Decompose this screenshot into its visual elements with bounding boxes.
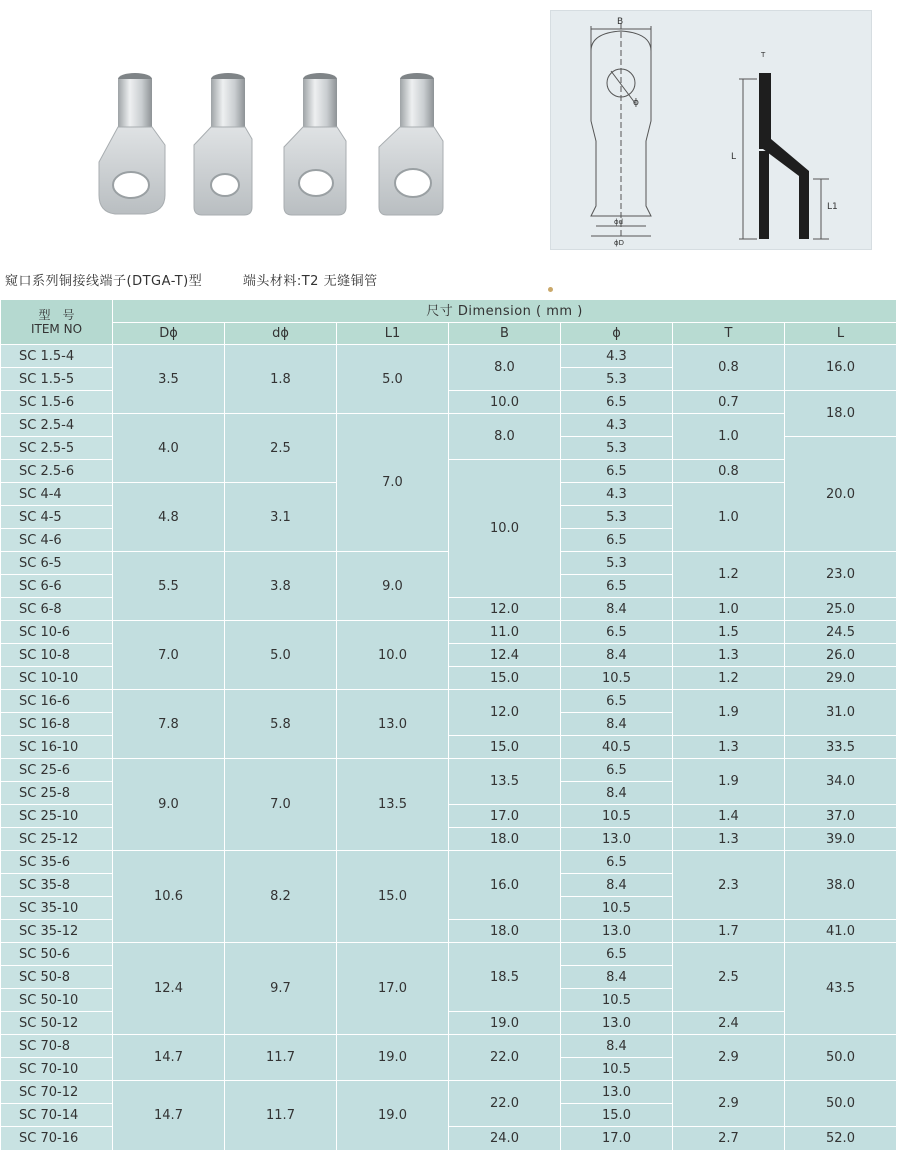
item-no-header <box>1 300 113 345</box>
spec-table-body <box>1 345 897 1151</box>
caption <box>5 270 378 289</box>
l-cell: 41.0 <box>785 920 897 943</box>
phi-cell: 8.4 <box>561 782 673 805</box>
phi-cell: 13.0 <box>561 920 673 943</box>
l1-cell: 19.0 <box>337 1081 449 1151</box>
item-no-cell: SC 70-16 <box>1 1127 113 1151</box>
table-row <box>1 690 897 713</box>
col-header-d-outer: Dϕ <box>113 323 225 345</box>
t-cell: 2.5 <box>673 943 785 1012</box>
item-no-cell: SC 6-5 <box>1 552 113 575</box>
t-cell: 1.7 <box>673 920 785 943</box>
t-cell: 1.4 <box>673 805 785 828</box>
l1-cell: 13.5 <box>337 759 449 851</box>
t-cell: 2.7 <box>673 1127 785 1151</box>
phi-cell: 4.3 <box>561 414 673 437</box>
item-no-cell: SC 6-8 <box>1 598 113 621</box>
phi-cell: 4.3 <box>561 345 673 368</box>
b-cell: 16.0 <box>449 851 561 920</box>
phi-cell: 5.3 <box>561 552 673 575</box>
lug-photo-2 <box>190 67 268 217</box>
b-cell: 10.0 <box>449 460 561 598</box>
d-outer-cell: 10.6 <box>113 851 225 943</box>
col-header-phi: ϕ <box>561 323 673 345</box>
l-cell: 34.0 <box>785 759 897 805</box>
item-no-cell: SC 70-12 <box>1 1081 113 1104</box>
drawing-label-l1: L1 <box>827 202 838 212</box>
l-cell: 29.0 <box>785 667 897 690</box>
b-cell: 18.5 <box>449 943 561 1012</box>
table-row <box>1 414 897 437</box>
d-inner-cell: 2.5 <box>225 414 337 483</box>
spec-table-head <box>1 300 897 345</box>
phi-cell: 6.5 <box>561 391 673 414</box>
phi-cell: 5.3 <box>561 368 673 391</box>
phi-cell: 8.4 <box>561 713 673 736</box>
drawing-label-b: B <box>617 17 624 27</box>
drawing-label-t: T <box>761 51 766 59</box>
phi-cell: 6.5 <box>561 621 673 644</box>
b-cell: 12.0 <box>449 690 561 736</box>
item-no-cell: SC 25-6 <box>1 759 113 782</box>
b-cell: 22.0 <box>449 1081 561 1127</box>
col-header-l1: L1 <box>337 323 449 345</box>
d-inner-cell: 9.7 <box>225 943 337 1035</box>
l-cell: 20.0 <box>785 437 897 552</box>
d-inner-cell: 5.0 <box>225 621 337 690</box>
t-cell: 0.8 <box>673 345 785 391</box>
phi-cell: 10.5 <box>561 989 673 1012</box>
phi-cell: 6.5 <box>561 460 673 483</box>
l-cell: 16.0 <box>785 345 897 391</box>
item-no-cell: SC 10-8 <box>1 644 113 667</box>
item-no-cell: SC 2.5-4 <box>1 414 113 437</box>
t-cell: 1.9 <box>673 759 785 805</box>
col-header-d-inner: dϕ <box>225 323 337 345</box>
table-row <box>1 943 897 966</box>
b-cell: 11.0 <box>449 621 561 644</box>
b-cell: 18.0 <box>449 920 561 943</box>
b-cell: 15.0 <box>449 667 561 690</box>
phi-cell: 6.5 <box>561 851 673 874</box>
item-no-cell: SC 10-10 <box>1 667 113 690</box>
caption-material: 端头材料:T2 无缝铜管 <box>242 274 378 289</box>
phi-cell: 13.0 <box>561 828 673 851</box>
d-outer-cell: 12.4 <box>113 943 225 1035</box>
b-cell: 18.0 <box>449 828 561 851</box>
t-cell: 2.9 <box>673 1035 785 1081</box>
item-no-cell: SC 4-5 <box>1 506 113 529</box>
col-header-t: T <box>673 323 785 345</box>
d-inner-cell: 5.8 <box>225 690 337 759</box>
phi-cell: 8.4 <box>561 1035 673 1058</box>
b-cell: 10.0 <box>449 391 561 414</box>
phi-cell: 10.5 <box>561 667 673 690</box>
d-inner-cell: 8.2 <box>225 851 337 943</box>
t-cell: 1.5 <box>673 621 785 644</box>
l-cell: 50.0 <box>785 1081 897 1127</box>
l1-cell: 7.0 <box>337 414 449 552</box>
l1-cell: 9.0 <box>337 552 449 621</box>
l1-cell: 17.0 <box>337 943 449 1035</box>
b-cell: 8.0 <box>449 414 561 460</box>
d-outer-cell: 7.0 <box>113 621 225 690</box>
b-cell: 17.0 <box>449 805 561 828</box>
item-no-cell: SC 1.5-5 <box>1 368 113 391</box>
t-cell: 2.9 <box>673 1081 785 1127</box>
l1-cell: 15.0 <box>337 851 449 943</box>
table-row <box>1 759 897 782</box>
phi-cell: 10.5 <box>561 805 673 828</box>
d-outer-cell: 7.8 <box>113 690 225 759</box>
t-cell: 1.9 <box>673 690 785 736</box>
item-no-cell: SC 1.5-6 <box>1 391 113 414</box>
phi-cell: 8.4 <box>561 598 673 621</box>
t-cell: 1.2 <box>673 552 785 598</box>
d-outer-cell: 4.8 <box>113 483 225 552</box>
item-no-cell: SC 4-6 <box>1 529 113 552</box>
item-no-cell: SC 6-6 <box>1 575 113 598</box>
table-row <box>1 345 897 368</box>
item-no-cell: SC 16-6 <box>1 690 113 713</box>
t-cell: 0.8 <box>673 460 785 483</box>
l1-cell: 13.0 <box>337 690 449 759</box>
t-cell: 1.0 <box>673 414 785 460</box>
t-cell: 0.7 <box>673 391 785 414</box>
item-no-header-cn: 型 号 <box>38 308 75 322</box>
drawing-label-bigd: ϕD <box>614 239 625 247</box>
item-no-cell: SC 16-8 <box>1 713 113 736</box>
product-photos <box>95 55 455 225</box>
phi-cell: 8.4 <box>561 874 673 897</box>
t-cell: 1.0 <box>673 598 785 621</box>
item-no-cell: SC 1.5-4 <box>1 345 113 368</box>
table-row <box>1 1081 897 1104</box>
item-no-cell: SC 50-8 <box>1 966 113 989</box>
l-cell: 38.0 <box>785 851 897 920</box>
item-no-cell: SC 10-6 <box>1 621 113 644</box>
b-cell: 22.0 <box>449 1035 561 1081</box>
b-cell: 13.5 <box>449 759 561 805</box>
d-outer-cell: 14.7 <box>113 1081 225 1151</box>
t-cell: 2.3 <box>673 851 785 920</box>
phi-cell: 6.5 <box>561 759 673 782</box>
l-cell: 26.0 <box>785 644 897 667</box>
lug-photo-4 <box>375 67 453 217</box>
l-cell: 25.0 <box>785 598 897 621</box>
dimension-drawing <box>550 10 872 250</box>
l-cell: 18.0 <box>785 391 897 437</box>
phi-cell: 10.5 <box>561 897 673 920</box>
table-row <box>1 851 897 874</box>
item-no-cell: SC 50-12 <box>1 1012 113 1035</box>
item-no-cell: SC 50-6 <box>1 943 113 966</box>
phi-cell: 6.5 <box>561 943 673 966</box>
drawing-label-l: L <box>731 152 737 162</box>
drawing-label-d: ϕd <box>614 218 624 226</box>
item-no-cell: SC 25-10 <box>1 805 113 828</box>
l-cell: 52.0 <box>785 1127 897 1151</box>
item-no-cell: SC 70-10 <box>1 1058 113 1081</box>
phi-cell: 5.3 <box>561 506 673 529</box>
phi-cell: 6.5 <box>561 529 673 552</box>
phi-cell: 8.4 <box>561 966 673 989</box>
phi-cell: 10.5 <box>561 1058 673 1081</box>
item-no-header-en: ITEM NO <box>30 322 83 336</box>
t-cell: 1.2 <box>673 667 785 690</box>
item-no-cell: SC 35-12 <box>1 920 113 943</box>
decorative-dot <box>548 287 553 292</box>
b-cell: 24.0 <box>449 1127 561 1151</box>
l-cell: 43.5 <box>785 943 897 1035</box>
phi-cell: 6.5 <box>561 690 673 713</box>
d-inner-cell: 1.8 <box>225 345 337 414</box>
l-cell: 39.0 <box>785 828 897 851</box>
lug-photo-3 <box>280 67 358 217</box>
d-inner-cell: 7.0 <box>225 759 337 851</box>
d-inner-cell: 11.7 <box>225 1081 337 1151</box>
b-cell: 15.0 <box>449 736 561 759</box>
item-no-cell: SC 35-10 <box>1 897 113 920</box>
l-cell: 33.5 <box>785 736 897 759</box>
phi-cell: 13.0 <box>561 1012 673 1035</box>
col-header-l: L <box>785 323 897 345</box>
drawing-label-phi: ϕ <box>633 98 639 108</box>
dimension-header: 尺寸 Dimension ( mm ) <box>113 300 897 323</box>
item-no-cell: SC 70-14 <box>1 1104 113 1127</box>
item-no-cell: SC 2.5-6 <box>1 460 113 483</box>
phi-cell: 13.0 <box>561 1081 673 1104</box>
l-cell: 50.0 <box>785 1035 897 1081</box>
t-cell: 1.3 <box>673 828 785 851</box>
l-cell: 31.0 <box>785 690 897 736</box>
b-cell: 8.0 <box>449 345 561 391</box>
col-header-b: B <box>449 323 561 345</box>
d-outer-cell: 5.5 <box>113 552 225 621</box>
t-cell: 1.0 <box>673 483 785 552</box>
table-row <box>1 621 897 644</box>
l1-cell: 5.0 <box>337 345 449 414</box>
l-cell: 24.5 <box>785 621 897 644</box>
table-row <box>1 1035 897 1058</box>
lug-photo-1 <box>95 67 173 217</box>
d-inner-cell: 3.8 <box>225 552 337 621</box>
item-no-cell: SC 25-8 <box>1 782 113 805</box>
caption-title: 窥口系列铜接线端子(DTGA-T)型 <box>5 274 203 289</box>
item-no-cell: SC 50-10 <box>1 989 113 1012</box>
d-inner-cell: 3.1 <box>225 483 337 552</box>
d-outer-cell: 4.0 <box>113 414 225 483</box>
spec-table <box>0 299 897 1151</box>
t-cell: 1.3 <box>673 736 785 759</box>
d-outer-cell: 3.5 <box>113 345 225 414</box>
item-no-cell: SC 35-8 <box>1 874 113 897</box>
l-cell: 23.0 <box>785 552 897 598</box>
phi-cell: 8.4 <box>561 644 673 667</box>
l-cell: 37.0 <box>785 805 897 828</box>
item-no-cell: SC 25-12 <box>1 828 113 851</box>
t-cell: 1.3 <box>673 644 785 667</box>
item-no-cell: SC 70-8 <box>1 1035 113 1058</box>
l1-cell: 19.0 <box>337 1035 449 1081</box>
t-cell: 2.4 <box>673 1012 785 1035</box>
phi-cell: 5.3 <box>561 437 673 460</box>
item-no-cell: SC 35-6 <box>1 851 113 874</box>
phi-cell: 15.0 <box>561 1104 673 1127</box>
item-no-cell: SC 16-10 <box>1 736 113 759</box>
d-outer-cell: 9.0 <box>113 759 225 851</box>
b-cell: 19.0 <box>449 1012 561 1035</box>
b-cell: 12.4 <box>449 644 561 667</box>
phi-cell: 6.5 <box>561 575 673 598</box>
l1-cell: 10.0 <box>337 621 449 690</box>
lug-technical-drawing <box>551 11 871 249</box>
item-no-cell: SC 2.5-5 <box>1 437 113 460</box>
d-outer-cell: 14.7 <box>113 1035 225 1081</box>
phi-cell: 40.5 <box>561 736 673 759</box>
item-no-cell: SC 4-4 <box>1 483 113 506</box>
b-cell: 12.0 <box>449 598 561 621</box>
phi-cell: 4.3 <box>561 483 673 506</box>
d-inner-cell: 11.7 <box>225 1035 337 1081</box>
phi-cell: 17.0 <box>561 1127 673 1151</box>
